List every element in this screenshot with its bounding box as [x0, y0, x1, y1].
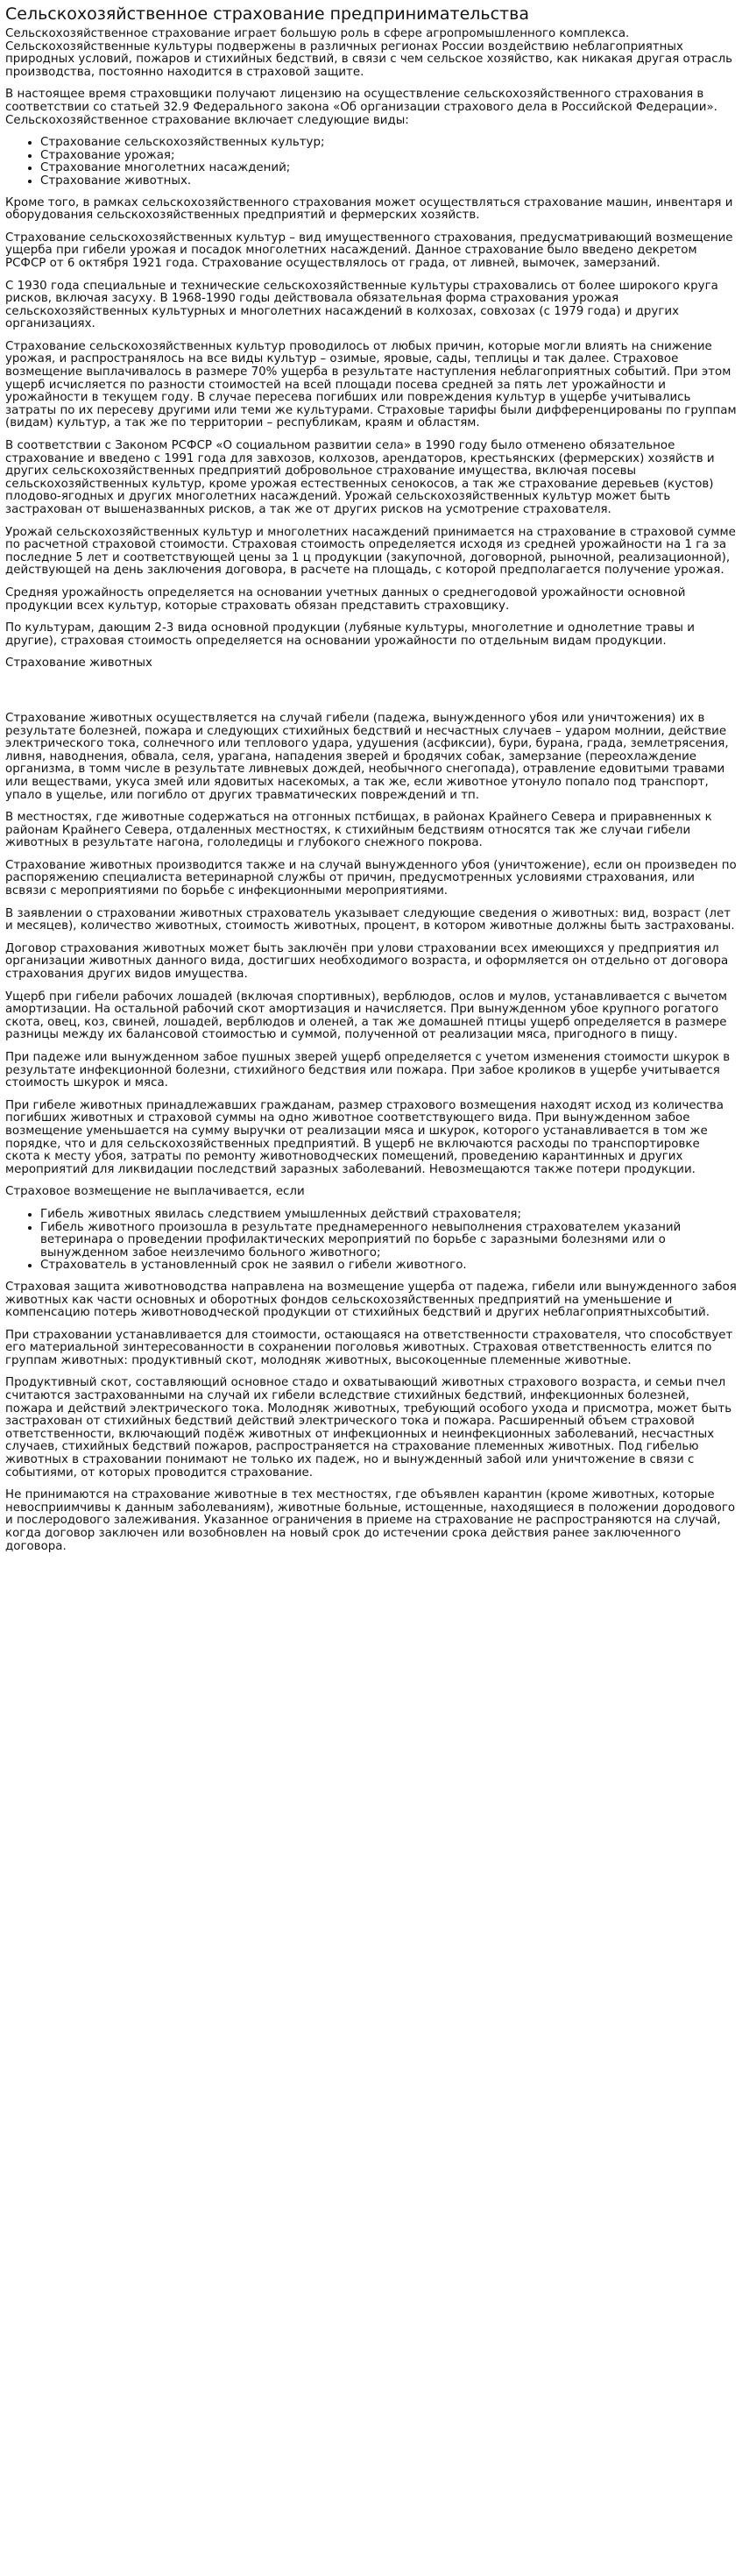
paragraph: Страхование сельскохозяйственных культур проводилось от любых причин, которые могли влиять на снижение урожая, и распространялось на все виды культур – озимые, яровые, сады, теплицы и так далее. Страховое возмещение выплачивалось в размере 70% ущерба в результате наступления неблагоприятных событий. При этом ущерб исчисляется по разности стоимостей на всей площади посева средней за пять лет урожайности и урожайности в текущем году. В случае пересева погибших или повреждения культур в ущербе учитывались затраты по их пересеву другими или теми же культурами. Страховые тарифы были дифференцированы по группам (видам) культур, а так же по территории – республикам, краям и областям. [5, 339, 737, 430]
insurance-types-list [5, 137, 737, 188]
list-item: • Страхование сельскохозяйственных культур; [40, 137, 737, 150]
paragraph: Страхование сельскохозяйственных культур – вид имущественного страхования, предусматривающий возмещение ущерба при гибели урожая и посадок многолетних насаждений. Данное страхование было введено декретом РСФСР от 6 октября 1921 года. Страхование осуществлялось от града, от ливней, вымочек, замерзаний. [5, 231, 733, 270]
list-item: • Страхование многолетних насаждений; [40, 162, 737, 175]
paragraph: Ущерб при гибели рабочих лошадей (включая спортивных), верблюдов, ослов и мулов, устанавливается с вычетом амортизации. На остальной рабочий скот амортизация и начисляется. При вынужденном убое крупного рогатого скота, овец, коз, свиней, лошадей, верблюдов и оленей, а так же домашней птицы ущерб определяется в размере разницы между их балансовой стоимостью и суммой, полученной от реализации мяса, пригодного в пищу. [5, 990, 727, 1042]
paragraph: Страховая защита животноводства направлена на возмещение ущерба от падежа, гибели или вынужденного забоя животных как части основных и оборотных фондов сельскохозяйственных предприятий на уменьшение и компенсацию потерь животноводческой продукции от стихийных бедствий и других неблагоприятныхсобытий. [5, 1280, 737, 1320]
list-item: • Страхование животных. [40, 175, 737, 188]
paragraph: При падеже или вынужденном забое пушных зверей ущерб определяется с учетом изменения стоимости шкурок в результате инфекционной болезни, стихийного бедствия или пожара. При забое кроликов в ущербе учитывается стоимость шкурок и мяса. [5, 1051, 731, 1090]
paragraph: По культурам, дающим 2-3 вида основной продукции (лубяные культуры, многолетние и однолетние травы и другие), страховая стоимость определяется на основании урожайности по отдельным видам продукции. [5, 621, 695, 648]
paragraph: Урожай сельскохозяйственных культур и многолетних насаждений принимается на страхование в страховой сумме по расчетной страховой стоимости. Страховая стоимость определяется исходя из средней урожайности на 1 га за последние 5 лет и соответствующей цены за 1 ц продукции (закупочной, договорной, рыночной, реализационной), действующей на день заключения договора, в расчете на площадь, с которой предполагается получение урожая. [5, 525, 736, 578]
paragraph: В заявлении о страховании животных страхователь указывает следующие сведения о животных: вид, возраст (лет и месяцев), количество животных, стоимость животных, процент, в котором животные должны быть застрахованы. [5, 906, 735, 933]
paragraph: Продуктивный скот, составляющий основное стадо и охватывающий животных страхового возраста, и семьи пчел считаются застрахованными на случай их гибели вследствие стихийных бедствий, инфекционных болезней, пожара и действий электрического тока. Молодняк животных, требующий особого ухода и присмотра, может быть застрахован от стихийных бедствий действий электрического тока и пожара. Расширенный объем страховой ответственности, включающий подёж животных от инфекционных и неинфекционных заболеваний, несчастных случаев, стихийных бедствий пожаров, распространяется на страхование племенных животных. Под гибелью животных в страховании понимают не только их падеж, но и вынужденный забой или уничтожение в связи с событиями, от которых проводится страхование. [5, 1376, 732, 1480]
paragraph: С 1930 года специальные и технические сельскохозяйственные культуры страховались от более широкого круга рисков, включая засуху. В 1968-1990 годы действовала обязательная форма страхования урожая сельскохозяйственных культурных и многолетних насаждений в колхозах, совхозах (с 1979 года) и других организациях. [5, 279, 718, 331]
paragraph: Страхование животных производится также и на случай вынужденного убоя (уничтожение), если он произведен по распоряжению специалиста ветеринарной службы от причин, предусмотренных условиями страхования, или всвязи с мероприятиями по борьбе с инфекционными мероприятиями. [5, 858, 737, 898]
exclusions-list [5, 1209, 737, 1273]
list-item: • Гибель животного произошла в результате преднамеренного невыполнения страхователем указаний ветеринара о проведении профилактических мероприятий по борьбе с заразными болезнями или о вынужденном забое неизлечимо больного животного; [40, 1222, 737, 1260]
paragraph: Страховое возмещение не выплачивается, если [5, 1185, 305, 1199]
paragraph: Средняя урожайность определяется на основании учетных данных о среднегодовой урожайности основной продукции всех культур, которые страховать обязан представить страховщику. [5, 585, 686, 613]
paragraph: При гибеле животных принадлежавших гражданам, размер страхового возмещения находят исход из количества погибших животных и страховой суммы на одно животное соответствующего вида. При вынужденном забое возмещение уменьшается на сумму выручки от реализации мяса и шкурок, которого устанавливается в том же порядке, что и для сельскохозяйственных предприятий. В ущерб не включаются расходы по транспортировке скота к месту убоя, затраты по ремонту животноводческих помещений, проведению карантинных и других мероприятий для ликвидации последствий заразных заболеваний. Невозмещаются также потери продукции. [5, 1098, 724, 1176]
paragraph: Договор страхования животных может быть заключён при улови страховании всех имеющихся у предприятия ил организации животных данного вида, достигших необходимого возраста, и оформляется он отдельно от договора страхования других видов имущества. [5, 941, 729, 982]
section-heading-animals: Страхование животных [5, 656, 152, 671]
page-title: Сельскохозяйственное страхование предпринимательства [5, 4, 529, 24]
list-item: • Страхователь в установленный срок не заявил о гибели животного. [40, 1260, 737, 1273]
paragraph: Не принимаются на страхование животные в тех местностях, где объявлен карантин (кроме животных, которые невосприимчивы к данным заболеваниям), животные больные, истощенные, находящиеся в положении дородового и послеродового залеживания. Указанное ограничения в приеме на страхование не распространяются на случай, когда договор заключен или возобновлен на новый срок до истечении срока действия ранее заключенного договора. [5, 1488, 736, 1553]
paragraph: В настоящее время страховщики получают лицензию на осуществление сельскохозяйственного страхования в соответствии со статьей 32.9 Федерального закона «Об организации страхового дела в Российской Федерации». Сельскохозяйственное страхование включает следующие виды: [5, 88, 717, 127]
intro-section [5, 28, 737, 188]
animals-section [5, 713, 737, 1273]
list-item: • Страхование урожая; [40, 150, 737, 163]
paragraph: В местностях, где животные содержаться на отгонных пстбищах, в районах Крайнего Севера и приравненных к районам Крайнего Севера, отдаленных местностях, к стихийным бедствиям относятся так же случаи гибели животных в результате нагона, гололедицы и глубокого снежного покрова. [5, 811, 712, 850]
list-item: • Гибель животных явилась следствием умышленных действий страхователя; [40, 1209, 737, 1222]
paragraph: Страхование животных осуществляется на случай гибели (падежа, вынужденного убоя или уничтожения) их в результате болезней, пожара и следующих стихийных бедствий и несчастных случаев – ударом молнии, действие электрического тока, солнечного или теплового удара, удушения (асфиксии), бури, бурана, града, землетрясения, ливня, наводнения, обвала, селя, урагана, нападения зверей и бродячих собак, замерзание (переохлаждение организма, в томм числе в результате ливневых дождей, необычного снегопада), отравление едовитыми травами или веществами, укуса змей или ядовитых насекомых, а так же, если животное утонуло попало под транспорт, упало в ущелье, или погибло от других травматических повреждений и тп. [5, 711, 729, 802]
livestock-protection-section [5, 1281, 737, 1553]
paragraph: В соответствии с Законом РСФСР «О социальном развитии села» в 1990 году было отменено обязательное страхование и введено с 1991 года для завхозов, колхозов, арендаторов, крестьянских (фермерских) хозяйств и других сельскохозяйственных предприятий добровольное страхование имущества, включая посевы сельскохозяйственных культур, кроме урожая естественных сенокосов, а так же страхование деревьев (кустов) плодово-ягодных и других многолетних насаждений. Урожай сельскохозяйственных культур может быть застрахован от вышеназванных рисков, а так же от других рисков на усмотрение страхователя. [5, 439, 715, 516]
paragraph: Сельскохозяйственное страхование играет большую роль в сфере агропромышленного комплекса. Сельскохозяйственные культуры подвержены в различных регионах России воздействию неблагоприятных природных условий, пожаров и стихийных бедствий, в связи с чем сельское хозяйство, как никакая другая отрасль производства, постоянно находится в страховой защите. [5, 27, 733, 79]
crops-section [5, 197, 737, 649]
paragraph: Кроме того, в рамках сельскохозяйственного страхования может осуществляться страхование машин, инвентаря и оборудования сельскохозяйственных предприятий и фермерских хозяйств. [5, 195, 733, 223]
paragraph: При страховании устанавливается для стоимости, остающаяся на ответственности страхователя, что способствует его материальной зинтересованности в сохранении поголовья животных. Страховая ответственность елится по группам животных: продуктивный скот, молодняк животных, высокоценные племенные животные. [5, 1328, 733, 1367]
